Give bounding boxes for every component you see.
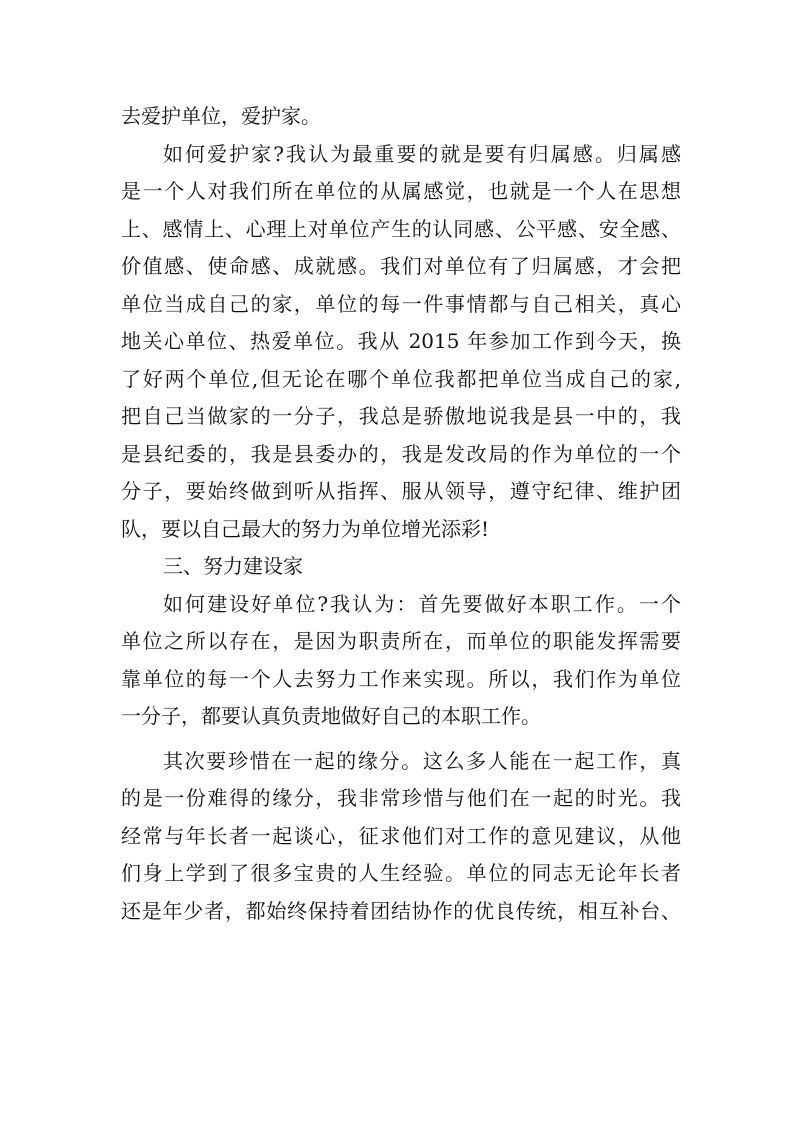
paragraph-line: 靠单位的每一个人去努力工作来实现。所以，我们作为单位 (121, 666, 681, 691)
paragraph-line: 如何建设好单位?我认为：首先要做好本职工作。一个 (163, 591, 681, 616)
paragraph-line: 价值感、使命感、成就感。我们对单位有了归属感，才会把 (121, 254, 681, 278)
section-heading: 三、努力建设家 (163, 554, 303, 578)
paragraph-line: 还是年少者，都始终保持着团结协作的优良传统，相互补台、 (121, 898, 681, 923)
paragraph-line: 上、感情上、心理上对单位产生的认同感、公平感、安全感、 (121, 216, 681, 241)
paragraph-line: 经常与年长者一起谈心，征求他们对工作的意见建议，从他 (121, 823, 681, 848)
document-body (121, 98, 681, 930)
paragraph-line: 是一个人对我们所在单位的从属感觉，也就是一个人在思想 (121, 179, 681, 203)
paragraph-line: 们身上学到了很多宝贵的人生经验。单位的同志无论年长者 (121, 861, 681, 885)
paragraph-line: 的是一份难得的缘分，我非常珍惜与他们在一起的时光。我 (121, 786, 681, 810)
paragraph-line: 一分子，都要认真负责地做好自己的本职工作。 (121, 704, 541, 728)
paragraph-line: 其次要珍惜在一起的缘分。这么多人能在一起工作，真 (163, 748, 681, 773)
paragraph-line: 地关心单位、热爱单位。我从 2015 年参加工作到今天，换 (121, 329, 681, 353)
paragraph-line: 了好两个单位,但无论在哪个单位我都把单位当成自己的家, (121, 366, 681, 391)
paragraph-line: 单位之所以存在，是因为职责所在，而单位的职能发挥需要 (121, 629, 681, 653)
paragraph-line: 把自己当做家的一分子，我总是骄傲地说我是县一中的，我 (121, 404, 681, 428)
paragraph-line: 是县纪委的，我是县委办的，我是发改局的作为单位的一个 (121, 441, 681, 466)
paragraph-gap (121, 736, 681, 743)
paragraph-line: 单位当成自己的家，单位的每一件事情都与自己相关，真心 (121, 291, 681, 316)
paragraph-line: 队，要以自己最大的努力为单位增光添彩! (121, 516, 490, 541)
paragraph-line: 去爱护单位，爱护家。 (121, 104, 321, 128)
paragraph-line: 如何爱护家?我认为最重要的就是要有归属感。归属感 (163, 141, 681, 166)
paragraph-line: 分子，要始终做到听从指挥、服从领导，遵守纪律、维护团 (121, 479, 681, 503)
